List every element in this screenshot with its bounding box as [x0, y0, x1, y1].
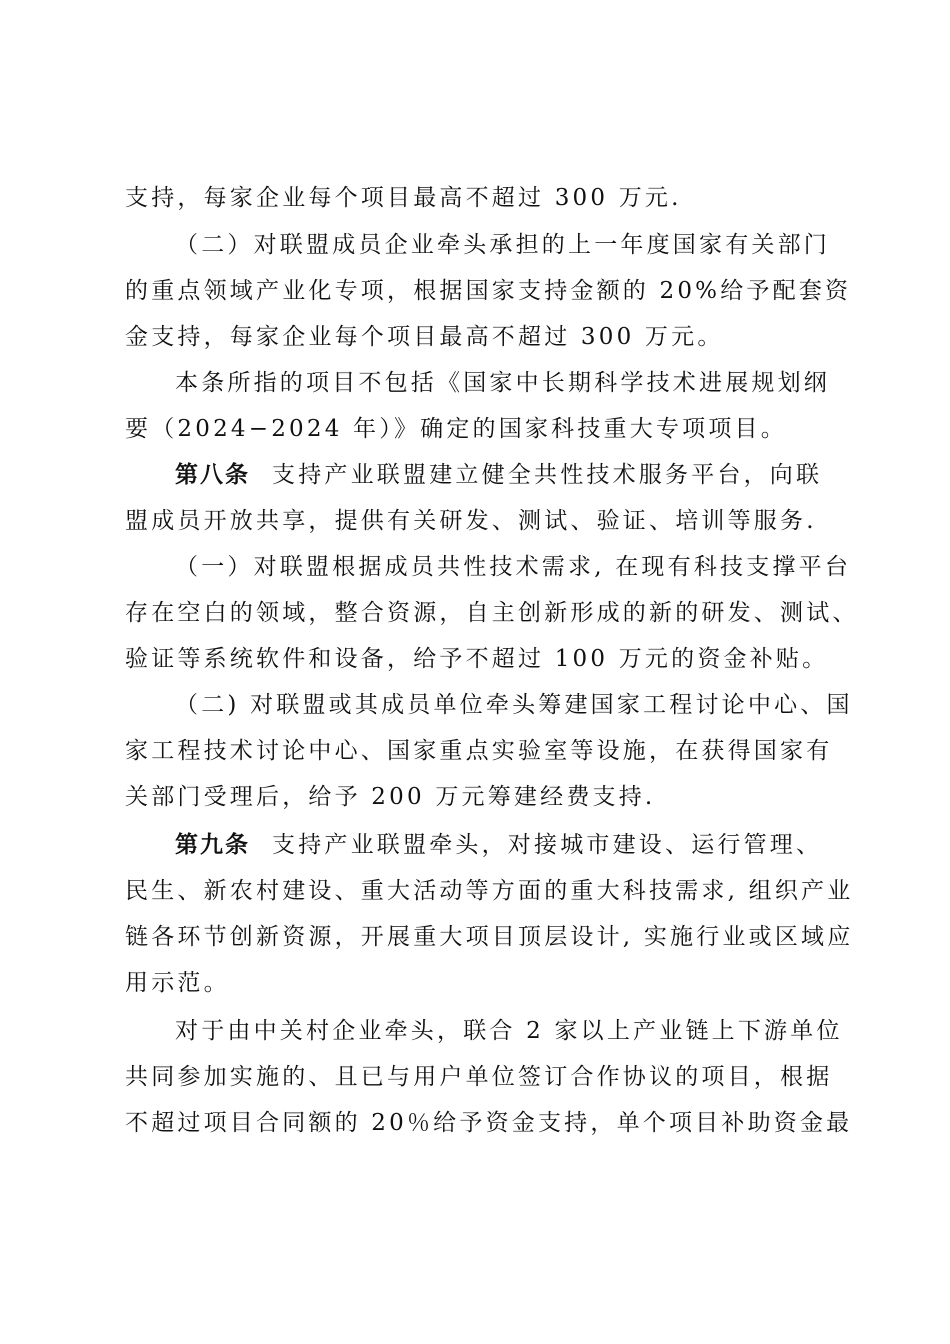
article-9-heading: 第九条	[175, 831, 250, 858]
text-line: 对于由中关村企业牵头，联合 2 家以上产业链上下游单位	[175, 1018, 843, 1044]
text-line: 不超过项目合同额的 20％给予资金支持，单个项目补助资金最	[125, 1110, 853, 1136]
text-line: 验证等系统软件和设备，给予不超过 100 万元的资金补贴。	[125, 646, 829, 672]
text-line: 本条所指的项目不包括《国家中长期科学技术进展规划纲	[175, 370, 830, 396]
text-line: 支持，每家企业每个项目最高不超过 300 万元.	[125, 185, 682, 211]
text-line: 链各环节创新资源，开展重大项目顶层设计, 实施行业或区域应	[125, 924, 854, 950]
text-line: 要（2024−2024 年）》确定的国家科技重大专项项目。	[125, 416, 787, 442]
text-line: 共同参加实施的、且已与用户单位签订合作协议的项目，根据	[125, 1064, 833, 1090]
text-line: 用示范。	[125, 970, 230, 996]
article-9-text: 支持产业联盟牵头，对接城市建设、运行管理、	[272, 832, 823, 858]
article-8-text: 支持产业联盟建立健全共性技术服务平台，向联	[272, 462, 823, 488]
text-line: （二) 对联盟或其成员单位牵头筹建国家工程讨论中心、国	[175, 692, 853, 718]
article-8-heading: 第八条	[175, 461, 250, 488]
text-line: （二）对联盟成员企业牵头承担的上一年度国家有关部门	[175, 232, 830, 258]
text-line: 盟成员开放共享，提供有关研发、测试、验证、培训等服务.	[125, 508, 817, 534]
text-line: （一）对联盟根据成员共性技术需求, 在现有科技支撑平台	[175, 554, 852, 580]
article-9-line	[175, 830, 950, 860]
text-line: 金支持，每家企业每个项目最高不超过 300 万元。	[125, 324, 724, 350]
text-line: 的重点领域产业化专项，根据国家支持金额的 20%给予配套资	[125, 278, 852, 304]
text-line: 民生、新农村建设、重大活动等方面的重大科技需求, 组织产业	[125, 878, 854, 904]
text-line: 关部门受理后，给予 200 万元筹建经费支持.	[125, 784, 656, 810]
text-line: 存在空白的领域，整合资源，自主创新形成的新的研发、测试、	[125, 600, 859, 626]
article-8-line	[175, 460, 950, 490]
text-line: 家工程技术讨论中心、国家重点实验室等设施，在获得国家有	[125, 738, 833, 764]
